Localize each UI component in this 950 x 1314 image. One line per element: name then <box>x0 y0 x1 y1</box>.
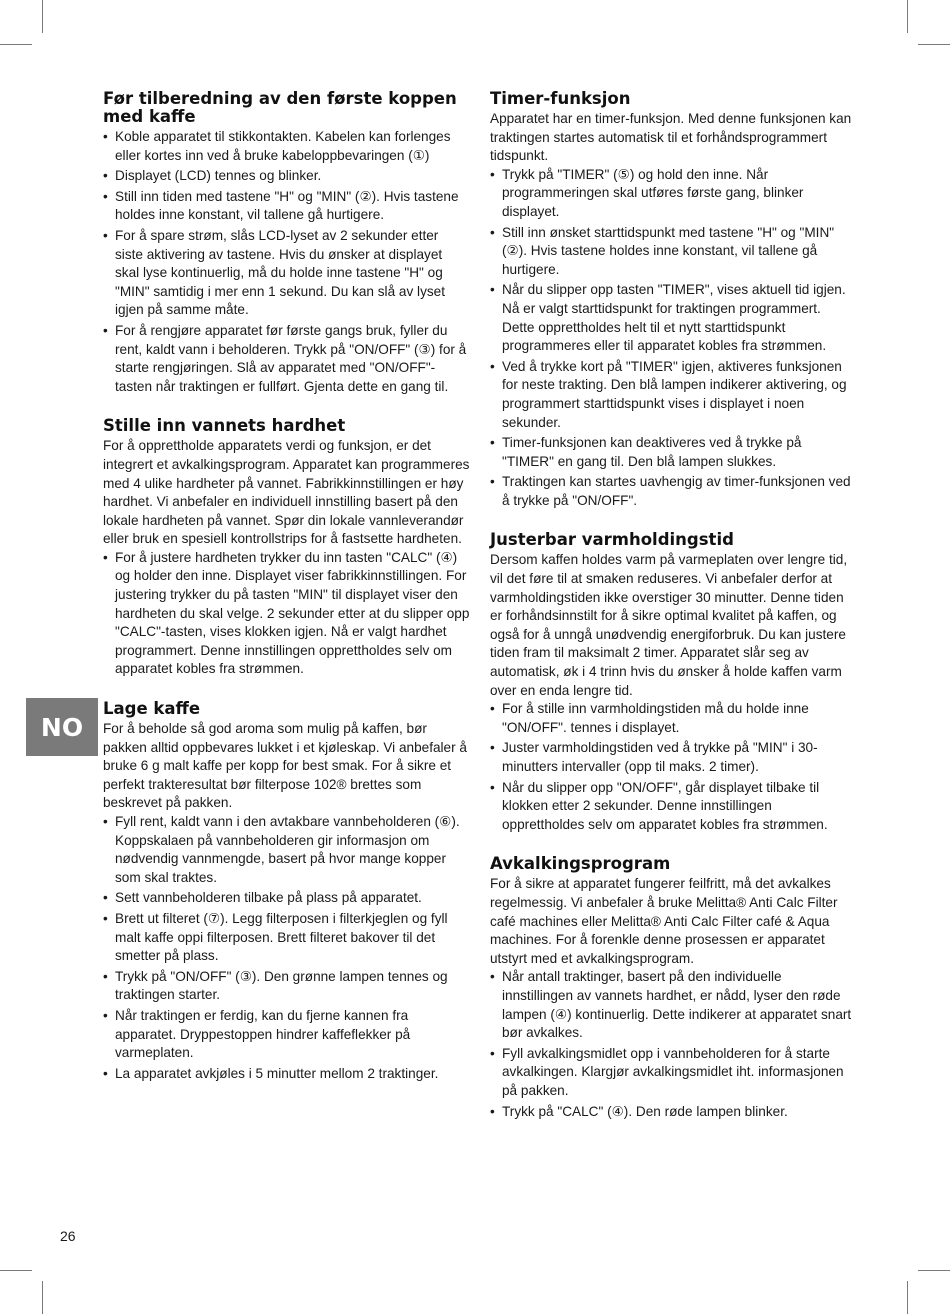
list-item: • Displayet (LCD) tennes og blinker. <box>103 167 470 186</box>
section-water-hardness <box>103 417 470 679</box>
list-item: • For å justere hardheten trykker du inn tasten "CALC" (④) og holder den inne. Displayet viser fabrikkinnstillingen. For justering trykker du på tasten "MIN" til displayet viser den hardheten du skal velge. 2 sekunder etter at du slipper opp "CALC"-tasten, vises klokken igjen. Nå er valgt hardhet programmert. Denne innstillingen opprettholdes selv om apparatet kobles fra strømmen. <box>103 549 470 679</box>
list-item: • Traktingen kan startes uavhengig av timer-funksjonen ved å trykke på "ON/OFF". <box>490 473 852 510</box>
section-first-cup <box>103 90 470 396</box>
crop-mark <box>918 1270 950 1271</box>
left-column <box>103 90 470 1104</box>
list-item: • For å stille inn varmholdingstiden må du holde inne "ON/OFF". tennes i displayet. <box>490 700 852 737</box>
crop-mark <box>0 44 32 45</box>
list-item: • Timer-funksjonen kan deaktiveres ved å trykke på "TIMER" en gang til. Den blå lampen slukkes. <box>490 434 852 471</box>
list-item: • Koble apparatet til stikkontakten. Kabelen kan forlenges eller kortes inn ved å bruke kabeloppbevaringen (①) <box>103 128 470 165</box>
crop-mark <box>918 44 950 45</box>
crop-mark <box>42 0 43 33</box>
list-item: • Sett vannbeholderen tilbake på plass på apparatet. <box>103 889 470 908</box>
list-item: • For å rengjøre apparatet før første gangs bruk, fyller du rent, kaldt vann i beholderen. Trykk på "ON/OFF" (③) for å starte rengjøringen. Slå av apparatet med "ON/OFF"-tasten når traktingen er fullført. Gjenta dette en gang til. <box>103 322 470 396</box>
section-heading: Stille inn vannets hardhet <box>103 416 346 436</box>
list-item: • Fyll rent, kaldt vann i den avtakbare vannbeholderen (⑥). Koppskalaen på vannbeholderen gir informasjon om nødvendig vannmengde, basert på hvor mange kopper som skal traktes. <box>103 813 470 887</box>
section-heading: Avkalkingsprogram <box>490 854 671 874</box>
list-item: • Når antall traktinger, basert på den individuelle innstillingen av vannets hardhet, er nådd, lyser den røde lampen (④) kontinuerlig. Dette indikerer at apparatet snart bør avkalkes. <box>490 968 852 1042</box>
crop-mark <box>907 0 908 33</box>
list-item: • Fyll avkalkingsmidlet opp i vannbeholderen for å starte avkalkingen. Klargjør avkalkingsmidlet iht. informasjonen på pakken. <box>490 1045 852 1101</box>
section-paragraph: For å opprettholde apparatets verdi og funksjon, er det integrert et avkalkingsprogram. Apparatet kan programmeres med 4 ulike hardheter på vannet. Fabrikkinnstillingen er høy hardhet. Vi anbefaler en individuell innstilling basert på den lokale hardheten på vannet. Spør din lokale vannleverandør eller bruk en spesiell kontrollstrips for å fastsette hardheten. <box>103 438 470 547</box>
right-column <box>490 90 852 1142</box>
list-item: • Still inn tiden med tastene "H" og "MIN" (②). Hvis tastene holdes inne konstant, vil tallene gå hurtigere. <box>103 188 470 225</box>
list-item: • Når du slipper opp tasten "TIMER", vises aktuell tid igjen. Nå er valgt starttidspunkt for traktingen programmert. Dette opprettholdes helt til et nytt starttidspunkt programmeres eller til apparatet kobles fra strømmen. <box>490 281 852 355</box>
section-heading: Lage kaffe <box>103 699 201 719</box>
section-timer <box>490 90 852 510</box>
section-heading: Justerbar varmholdingstid <box>490 530 734 550</box>
bullet-list <box>103 128 470 396</box>
section-paragraph: Apparatet har en timer-funksjon. Med denne funksjonen kan traktingen startes automatisk til et forhåndsprogrammert tidspunkt. <box>490 111 852 164</box>
list-item: • Når traktingen er ferdig, kan du fjerne kannen fra apparatet. Dryppestoppen hindrer kaffeflekker på varmeplaten. <box>103 1007 470 1063</box>
section-make-coffee <box>103 700 470 1083</box>
list-item: • For å spare strøm, slås LCD-lyset av 2 sekunder etter siste aktivering av tastene. Hvis du ønsker at displayet skal lyse kontinuerlig, må du holde inne tastene "H" og "MIN" samtidig i mer enn 1 sekund. Du kan slå av lyset igjen på samme måte. <box>103 227 470 320</box>
section-paragraph: Dersom kaffen holdes varm på varmeplaten over lengre tid, vil det føre til at smaken reduseres. Vi anbefaler derfor at varmholdingstiden ikke overstiger 30 minutter. Denne tiden er forhåndsinnstilt for å sikre optimal kvalitet på kaffen, og også for å unngå unødvendig energiforbruk. Du kan justere tiden fram til maksimalt 2 timer. Apparatet slår seg av automatisk, øk i 4 trinn hvis du ønsker å holde kaffen varm over en enda lengre tid. <box>490 552 848 698</box>
section-paragraph: For å sikre at apparatet fungerer feilfritt, må det avkalkes regelmessig. Vi anbefaler å bruke Melitta® Anti Calc Filter café machines eller Melitta® Anti Calc Filter café & Aqua machines. For å forenkle denne prosessen er apparatet utstyrt med et avkalkingsprogram. <box>490 876 838 966</box>
list-item: • Ved å trykke kort på "TIMER" igjen, aktiveres funksjonen for neste trakting. Den blå lampen indikerer aktivering, og programmert starttidspunkt vises i displayet i noen sekunder. <box>490 358 852 432</box>
list-item: • Når du slipper opp "ON/OFF", går displayet tilbake til klokken etter 2 sekunder. Denne innstillingen opprettholdes selv om apparatet kobles fra strømmen. <box>490 779 852 835</box>
bullet-list <box>490 166 852 511</box>
list-item: • Trykk på "TIMER" (⑤) og hold den inne. Når programmeringen skal utføres første gang, blinker displayet. <box>490 166 852 222</box>
bullet-list <box>490 968 852 1121</box>
section-descaling <box>490 855 852 1121</box>
page-number: 26 <box>60 1228 76 1244</box>
bullet-list <box>490 700 852 834</box>
list-item: • La apparatet avkjøles i 5 minutter mellom 2 traktinger. <box>103 1065 470 1084</box>
language-tab: NO <box>26 698 98 756</box>
crop-mark <box>907 1281 908 1314</box>
section-paragraph: For å beholde så god aroma som mulig på kaffen, bør pakken alltid oppbevares lukket i et kjøleskap. Vi anbefaler å bruke 6 g malt kaffe per kopp for best smak. For å sikre et perfekt trakteresultat bør filterpose 102® brettes som beskrevet på pakken. <box>103 721 467 811</box>
bullet-list <box>103 549 470 679</box>
crop-mark <box>0 1270 32 1271</box>
list-item: • Juster varmholdingstiden ved å trykke på "MIN" i 30-minutters intervaller (opp til maks. 2 timer). <box>490 739 852 776</box>
list-item: • Trykk på "CALC" (④). Den røde lampen blinker. <box>490 1103 852 1122</box>
section-heading: Før tilberedning av den første koppen med kaffe <box>103 89 457 126</box>
list-item: • Brett ut filteret (⑦). Legg filterposen i filterkjeglen og fyll malt kaffe oppi filterposen. Brett filteret bakover til det smetter på plass. <box>103 910 470 966</box>
list-item: • Trykk på "ON/OFF" (③). Den grønne lampen tennes og traktingen starter. <box>103 968 470 1005</box>
bullet-list <box>103 813 470 1083</box>
section-heading: Timer-funksjon <box>490 89 631 108</box>
crop-mark <box>42 1281 43 1314</box>
list-item: • Still inn ønsket starttidspunkt med tastene "H" og "MIN" (②). Hvis tastene holdes inne konstant, vil tallene gå hurtigere. <box>490 224 852 280</box>
section-keep-warm <box>490 531 852 834</box>
